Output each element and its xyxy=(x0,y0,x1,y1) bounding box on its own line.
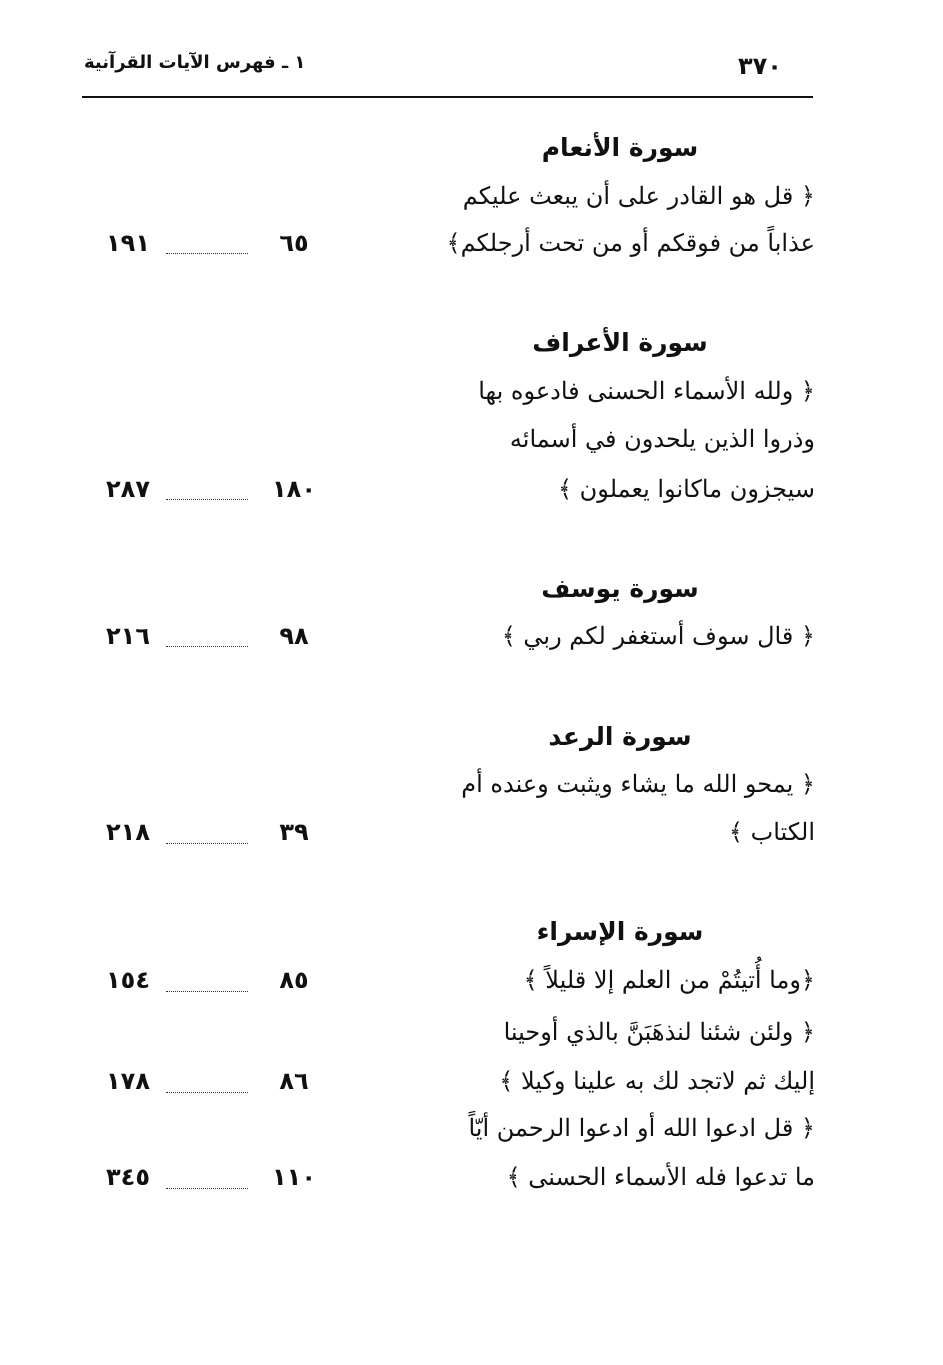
verse-line: ﴿وما أُتيتُمْ من العلم إلا قليلاً ﴾ xyxy=(523,966,815,994)
section-heading: سورة يوسف xyxy=(541,574,699,603)
header-rule xyxy=(82,96,813,98)
page-reference: ٣٤٥ xyxy=(106,1163,150,1191)
page-reference: ٢١٦ xyxy=(106,622,150,650)
dot-leader xyxy=(166,843,248,844)
verse-line: وذروا الذين يلحدون في أسمائه xyxy=(509,425,815,453)
page-reference: ١٧٨ xyxy=(106,1067,150,1095)
page-reference: ٢١٨ xyxy=(106,818,150,846)
dot-leader xyxy=(166,1092,248,1093)
verse-line: ﴿ قل هو القادر على أن يبعث عليكم xyxy=(462,182,815,210)
verse-number: ٨٥ xyxy=(279,966,309,994)
verse-line: ﴿ ولله الأسماء الحسنى فادعوه بها xyxy=(478,377,815,405)
verse-number: ٩٨ xyxy=(279,622,309,650)
dot-leader xyxy=(166,1188,248,1189)
section-heading: سورة الرعد xyxy=(548,722,692,751)
verse-line: عذاباً من فوقكم أو من تحت أرجلكم﴾ xyxy=(446,229,815,257)
dot-leader xyxy=(166,499,248,500)
running-title: ١ ـ فهرس الآيات القرآنية xyxy=(84,52,306,73)
verse-line: ما تدعوا فله الأسماء الحسنى ﴾ xyxy=(506,1163,815,1191)
verse-line: الكتاب ﴾ xyxy=(728,818,815,846)
verse-number: ١١٠ xyxy=(272,1163,316,1191)
section-heading: سورة الأعراف xyxy=(532,328,708,357)
verse-number: ٣٩ xyxy=(279,818,309,846)
verse-line: ﴿ قال سوف أستغفر لكم ربي ﴾ xyxy=(501,622,815,650)
verse-line: ﴿ ولئن شئنا لنذهَبَنَّ بالذي أوحينا xyxy=(503,1018,815,1046)
section-heading: سورة الأنعام xyxy=(541,133,699,162)
page-reference: ١٥٤ xyxy=(106,966,150,994)
verse-line: ﴿ قل ادعوا الله أو ادعوا الرحمن أيّاً xyxy=(468,1114,815,1142)
dot-leader xyxy=(166,991,248,992)
verse-line: ﴿ يمحو الله ما يشاء ويثبت وعنده أم xyxy=(461,770,815,798)
page-reference: ٢٨٧ xyxy=(106,475,150,503)
page-reference: ١٩١ xyxy=(106,229,150,257)
verse-line: إليك ثم لاتجد لك به علينا وكيلا ﴾ xyxy=(499,1067,815,1095)
verse-number: ٦٥ xyxy=(279,229,309,257)
dot-leader xyxy=(166,646,248,647)
page-number: ٣٧٠ xyxy=(738,52,782,80)
section-heading: سورة الإسراء xyxy=(536,917,704,946)
verse-number: ٨٦ xyxy=(279,1067,309,1095)
dot-leader xyxy=(166,253,248,254)
verse-line: سيجزون ماكانوا يعملون ﴾ xyxy=(557,475,815,503)
verse-number: ١٨٠ xyxy=(272,475,316,503)
